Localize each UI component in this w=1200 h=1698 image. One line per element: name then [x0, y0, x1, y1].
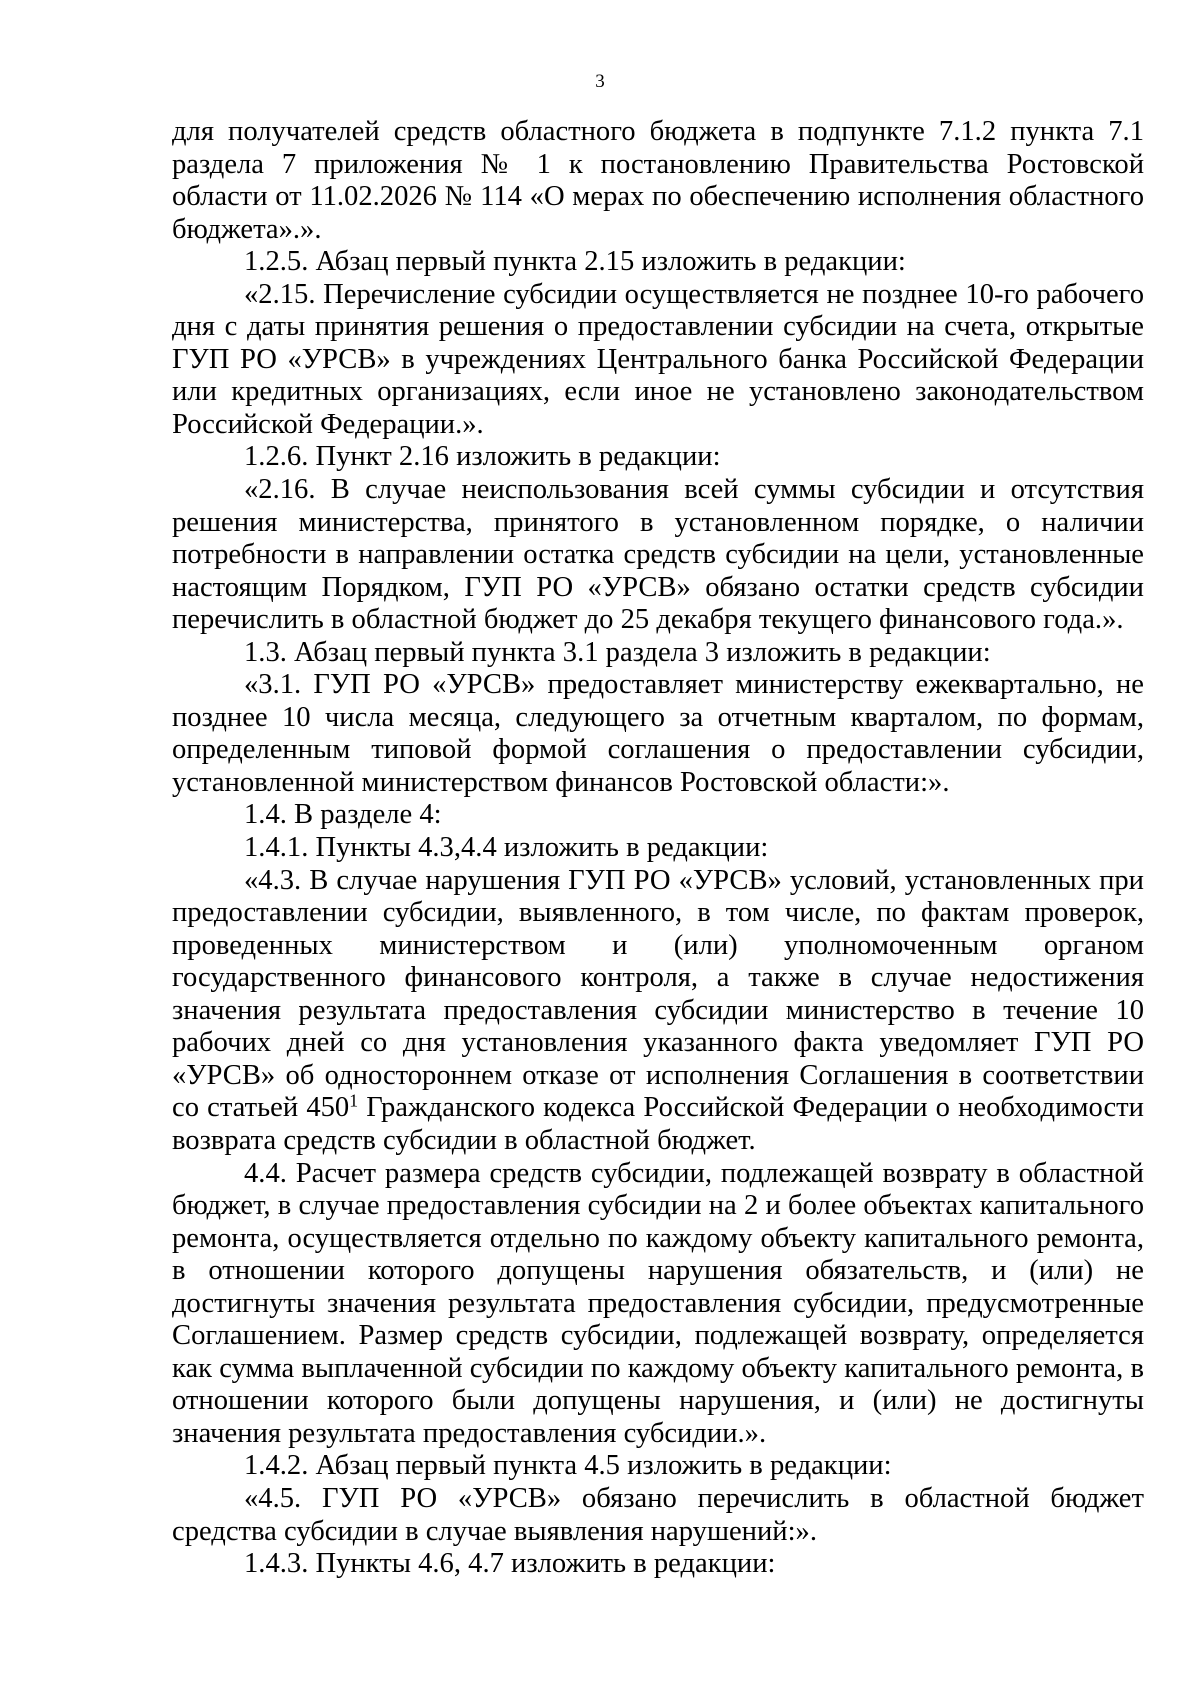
paragraph-1-4-1: 1.4.1. Пункты 4.3,4.4 изложить в редакции: [244, 832, 769, 864]
article-superscript: 1 [349, 1090, 359, 1111]
paragraph-1-4-3: 1.4.3. Пункты 4.6, 4.7 изложить в редакции: [244, 1548, 776, 1580]
paragraph-quote-4-3-text-after: Гражданского кодекса Российской Федерации о необходимости возврата средств субсидии в областной бюджет. [172, 1092, 1144, 1156]
paragraph-4-4: 4.4. Расчет размера средств субсидии, подлежащей возврату в областной бюджет, в случае предоставления субсидии на 2 и более объектах капитального ремонта, осуществляется отдельно по каждому объекту капитального ремонта, в отношении которого допущены нарушения обязательств, и (или) не достигнуты значения результата предоставления субсидии, предусмотренные Соглашением. Размер средств субсидии, подлежащей возврату, определяется как сумма выплаченной субсидии по каждому объекту капитального ремонта, в отношении которого были допущены нарушения, и (или) не достигнуты значения результата предоставления субсидии.». [172, 1157, 1144, 1449]
paragraph-1-4-2: 1.4.2. Абзац первый пункта 4.5 изложить в редакции: [244, 1450, 892, 1482]
paragraph-quote-2-15: «2.15. Перечисление субсидии осуществляется не позднее 10-го рабочего дня с даты принятия решения о предоставлении субсидии на счета, открытые ГУП РО «УРСВ» в учреждениях Центрального банка Российской Федерации или кредитных организациях, если иное не установлено законодательством Российской Федерации.». [172, 278, 1144, 440]
paragraph-quote-3-1: «3.1. ГУП РО «УРСВ» предоставляет министерству ежеквартально, не позднее 10 числа месяца, следующего за отчетным кварталом, по формам, определенным типовой формой соглашения о предоставлении субсидии, установленной министерством финансов Ростовской области:». [172, 669, 1144, 798]
document-body [172, 116, 1144, 1581]
paragraph-quote-4-3-text-before: «4.3. В случае нарушения ГУП РО «УРСВ» условий, установленных при предоставлении субсидии, выявленного, в том числе, по фактам проверок, проведенных министерством и (или) уполномоченным органом государственного финансового контроля, а также в случае недостижения значения результата предоставления субсидии министерство в течение 10 рабочих дней со дня установления указанного факта уведомляет ГУП РО «УРСВ» об одностороннем отказе от исполнения Соглашения в соответствии со статьей 450 [172, 864, 1144, 1124]
paragraph-continuation: для получателей средств областного бюджета в подпункте 7.1.2 пункта 7.1 раздела 7 приложения № 1 к постановлению Правительства Ростовской области от 11.02.2026 № 114 «О мерах по обеспечению исполнения областного бюджета».». [172, 116, 1144, 245]
paragraph-1-2-5: 1.2.5. Абзац первый пункта 2.15 изложить в редакции: [244, 246, 906, 278]
paragraph-quote-2-16: «2.16. В случае неиспользования всей суммы субсидии и отсутствия решения министерства, принятого в установленном порядке, о наличии потребности в направлении остатка средств субсидии на цели, установленные настоящим Порядком, ГУП РО «УРСВ» обязано остатки средств субсидии перечислить в областной бюджет до 25 декабря текущего финансового года.». [172, 474, 1144, 636]
paragraph-quote-4-5: «4.5. ГУП РО «УРСВ» обязано перечислить в областной бюджет средства субсидии в случае выявления нарушений:». [172, 1482, 1144, 1547]
paragraph-1-4: 1.4. В разделе 4: [244, 799, 442, 831]
page-number: 3 [595, 71, 605, 92]
paragraph-quote-4-3 [172, 865, 1144, 1158]
paragraph-1-2-6: 1.2.6. Пункт 2.16 изложить в редакции: [244, 441, 721, 473]
paragraph-1-3: 1.3. Абзац первый пункта 3.1 раздела 3 изложить в редакции: [244, 636, 991, 668]
